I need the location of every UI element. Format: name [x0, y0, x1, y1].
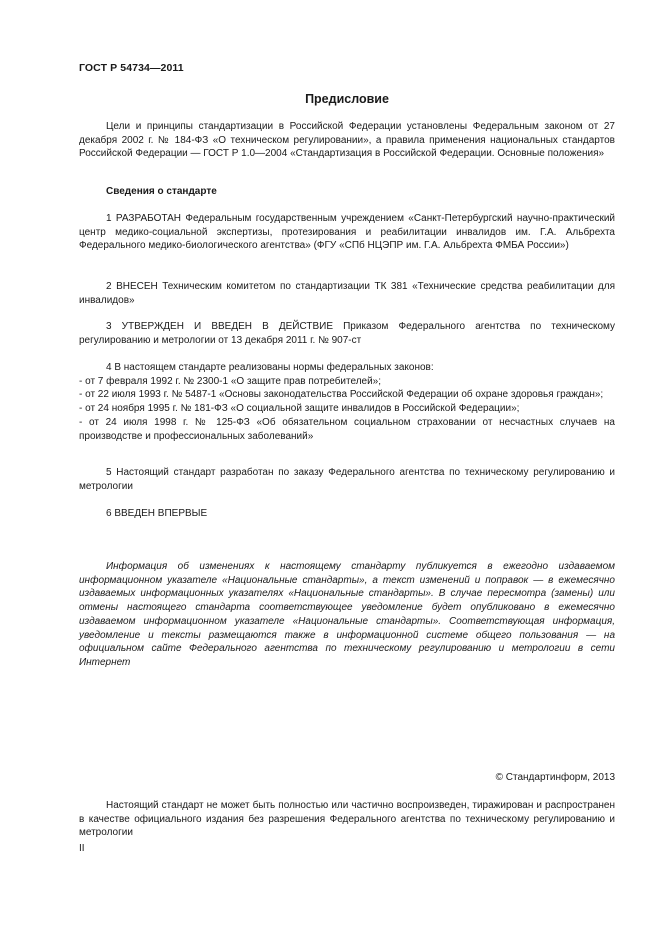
document-page [79, 0, 615, 936]
item-3 [79, 320, 615, 347]
section-subtitle: Сведения о стандарте [106, 186, 217, 197]
item-6-text: 6 ВВЕДЕН ВПЕРВЫЕ [106, 508, 208, 519]
footer-section [79, 799, 615, 840]
copyright: © Стандартинформ, 2013 [495, 772, 615, 783]
document-code: ГОСТ Р 54734—2011 [79, 62, 184, 74]
item-3-text: 3 УТВЕРЖДЕН И ВВЕДЕН В ДЕЙСТВИЕ Приказом Федерального агентства по техническому регулированию и метрологии от 13 декабря 2011 г. № 907-ст [79, 321, 615, 346]
notice-section [79, 560, 615, 670]
item-2 [79, 280, 615, 307]
item-4-law-2: - от 22 июля 1993 г. № 5487-1 «Основы законодательства Российской Федерации об охране здоровья граждан»; [79, 389, 604, 401]
item-4-law-1: - от 7 февраля 1992 г. № 2300-1 «О защите прав потребителей»; [79, 375, 382, 387]
notice-paragraph: Информация об изменениях к настоящему стандарту публикуется в ежегодно издаваемом информационном указателе «Национальные стандарты», а текст изменений и поправок — в ежемесячно издаваемых информационных указателях «Национальные стандарты». В случае пересмотра (замены) или отмены настоящего стандарта соответствующее уведомление будет опубликовано в ежемесячно издаваемом информационном указателе «Национальные стандарты». Соответствующая информация, уведомление и тексты размещаются также в информационной системе общего пользования — на официальном сайте Федерального агентства по техническому регулированию и метрологии в сети Интернет [79, 561, 615, 668]
item-4-law-4: - от 24 июля 1998 г. № 125-ФЗ «Об обязательном социальном страховании от несчастных случаев на производстве и профессиональных заболеваний» [79, 416, 615, 442]
page-number: II [79, 843, 85, 854]
item-4 [79, 361, 615, 443]
item-6 [79, 507, 615, 521]
item-4-heading: 4 В настоящем стандарте реализованы нормы федеральных законов: [106, 362, 434, 373]
intro-paragraph: Цели и принципы стандартизации в Российской Федерации установлены Федеральным законом от 27 декабря 2002 г. № 184-ФЗ «О техническом регулировании», а правила применения национальных стандартов Российской Федерации — ГОСТ Р 1.0—2004 «Стандартизация в Российской Федерации. Основные положения» [79, 121, 615, 160]
item-4-law-3: - от 24 ноября 1995 г. № 181-ФЗ «О социальной защите инвалидов в Российской Федерации»; [79, 403, 520, 415]
intro-section [79, 120, 615, 161]
item-5-text: 5 Настоящий стандарт разработан по заказу Федерального агентства по техническому регулированию и метрологии [79, 467, 615, 492]
page-title: Предисловие [305, 92, 389, 106]
item-1-text: 1 РАЗРАБОТАН Федеральным государственным учреждением «Санкт-Петербургский научно-практический центр медико-социальной экспертизы, протезирования и реабилитации инвалидов им. Г.А. Альбрехта Федерального медико-биологического агентства» (ФГУ «СПб НЦЭПР им. Г.А. Альбрехта ФМБА России») [79, 213, 615, 252]
item-2-text: 2 ВНЕСЕН Техническим комитетом по стандартизации ТК 381 «Технические средства реабилитации для инвалидов» [79, 281, 615, 306]
footer-paragraph: Настоящий стандарт не может быть полностью или частично воспроизведен, тиражирован и распространен в качестве официального издания без разрешения Федерального агентства по техническому регулированию и метрологии [79, 800, 615, 839]
item-1 [79, 212, 615, 253]
item-5 [79, 466, 615, 493]
